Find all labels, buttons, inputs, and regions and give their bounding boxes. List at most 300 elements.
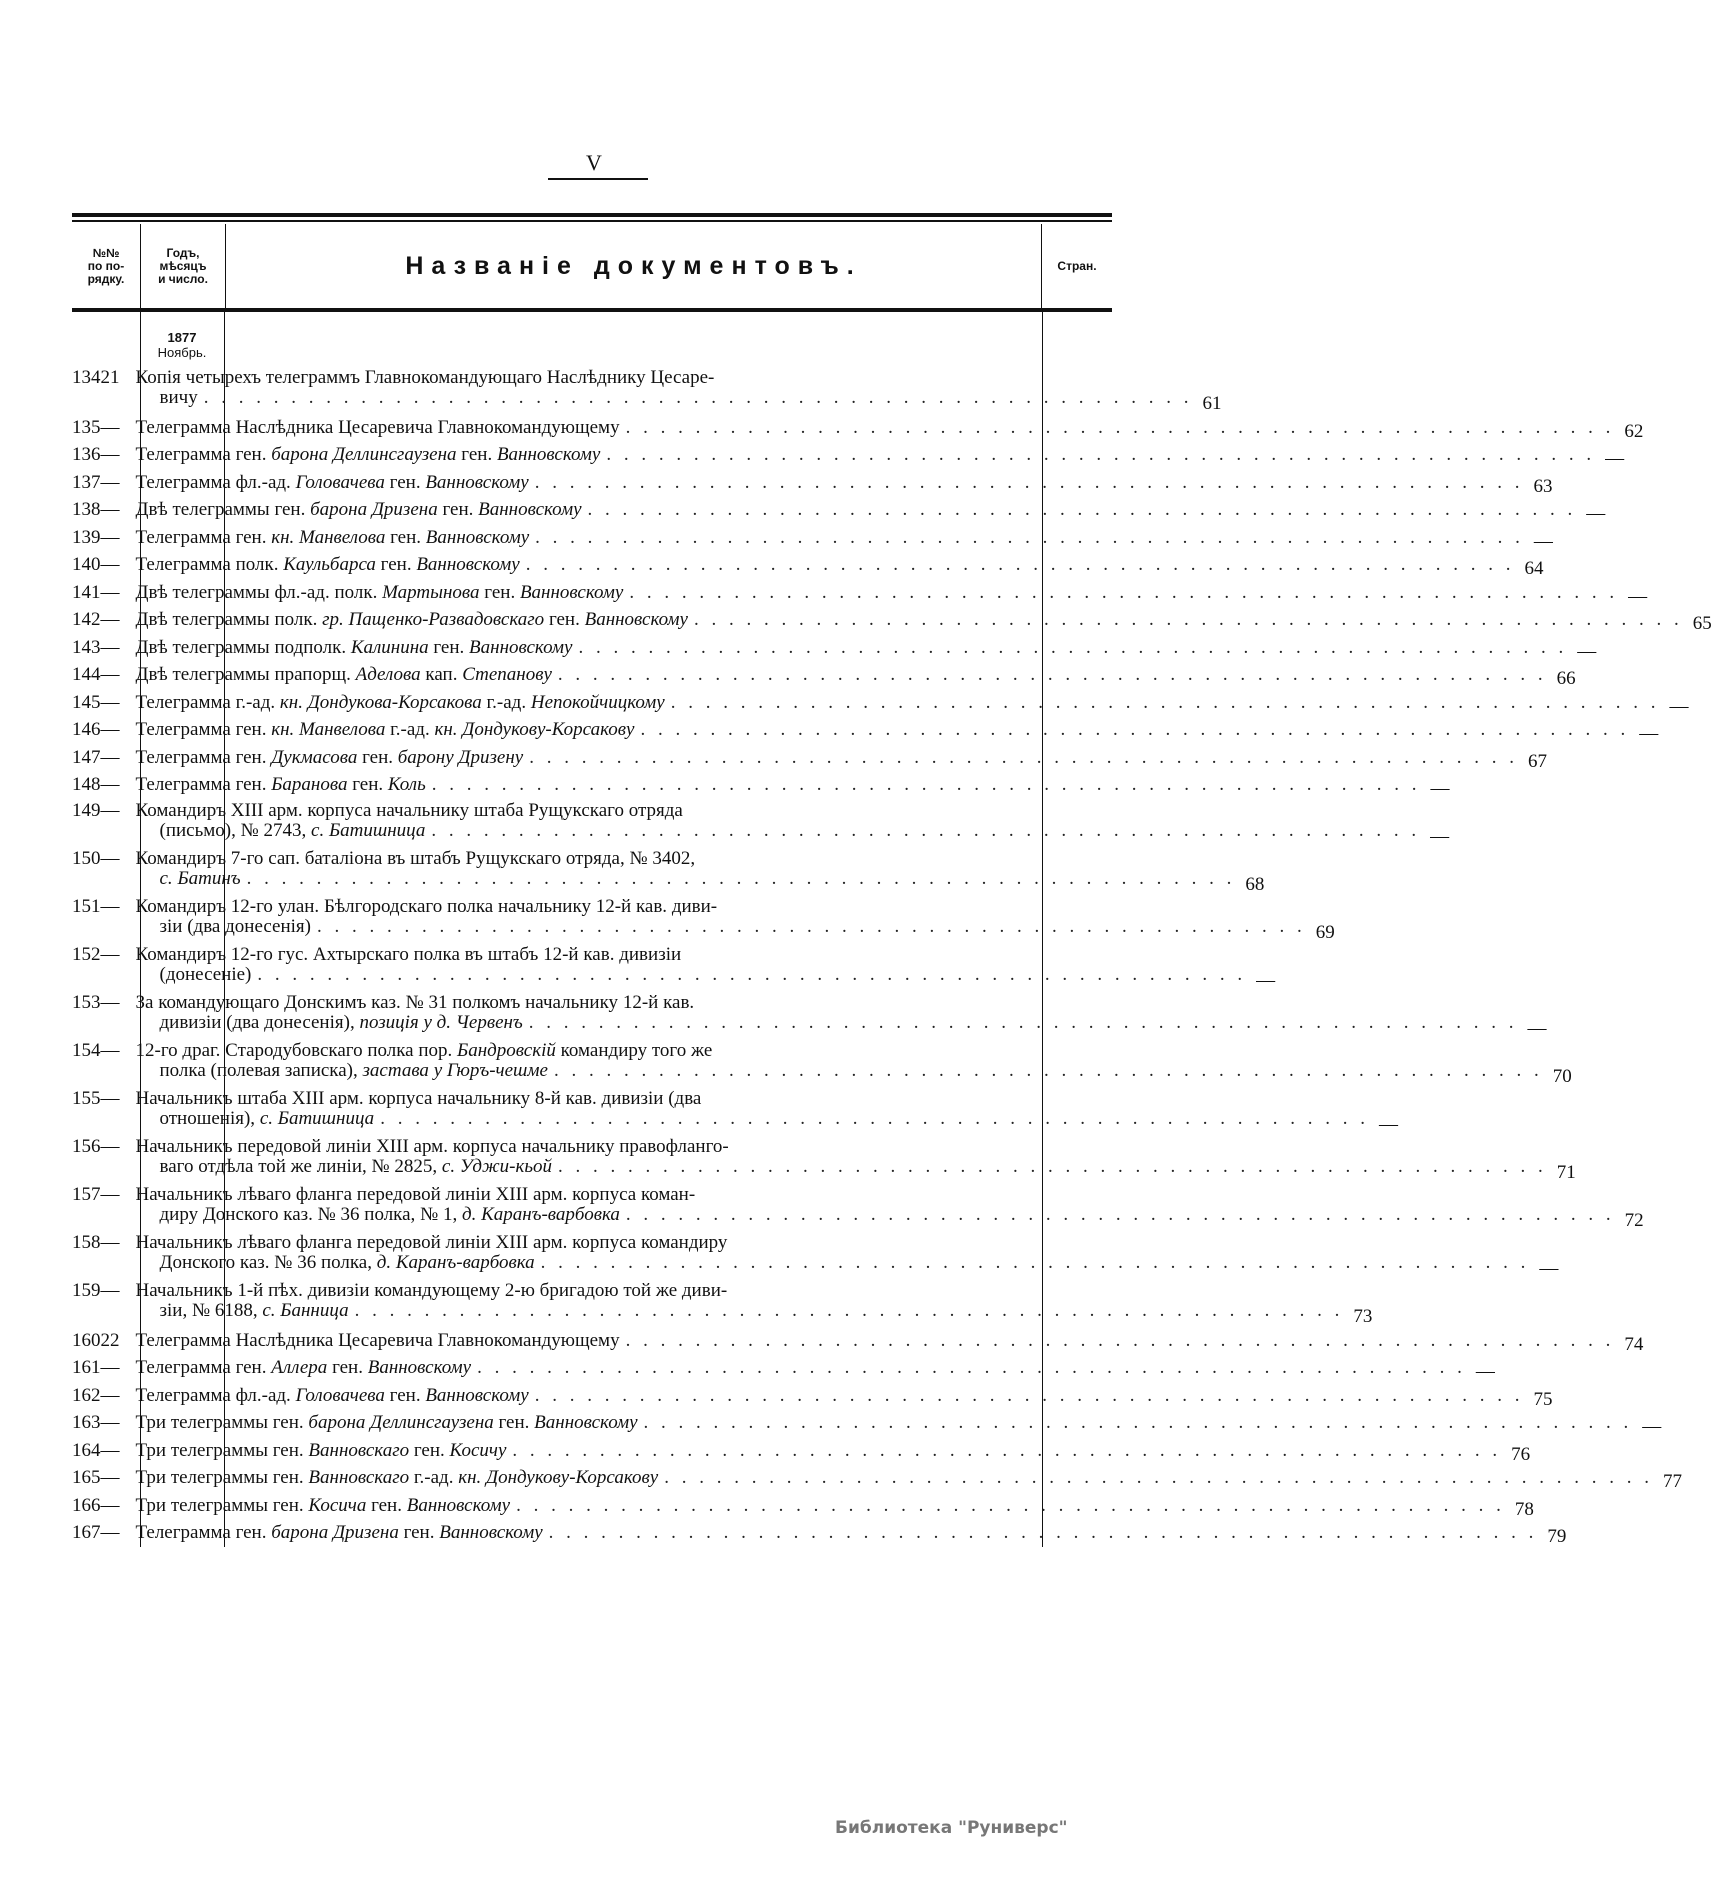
- page-reference: —: [1430, 826, 1450, 847]
- row-date: —: [100, 444, 120, 466]
- document-title: [120, 693, 1670, 713]
- title-line: [136, 821, 1421, 841]
- row-number: 157: [72, 1184, 101, 1205]
- title-line: [136, 555, 1515, 575]
- row-number: 163: [72, 1412, 101, 1434]
- table-row: [72, 1327, 1644, 1355]
- row-date: —: [100, 1494, 120, 1516]
- title-text: полка (полевая записка), застава у Гюръ-чешме: [159, 1060, 548, 1081]
- title-text: Телеграмма ген. Баранова ген. Коль: [135, 774, 426, 796]
- header-number-line: рядку.: [87, 271, 125, 286]
- document-title: [120, 473, 1534, 493]
- row-number: 144: [72, 664, 101, 686]
- header-date-line: Годъ,: [166, 245, 200, 260]
- row-number: 145: [72, 691, 101, 713]
- header-date-line: и число.: [158, 271, 208, 286]
- title-line: [136, 1253, 1530, 1273]
- title-text: Командиръ 12-го гус. Ахтырскаго полка въ штабъ 12-й кав. дивизіи: [135, 944, 682, 965]
- dot-leader: [620, 1331, 1615, 1351]
- dot-leader: [572, 638, 1567, 658]
- header-date: [140, 224, 226, 308]
- row-number: 164: [72, 1439, 101, 1461]
- page-reference: —: [1605, 448, 1625, 469]
- dot-leader: [374, 1109, 1369, 1129]
- row-date: —: [100, 1184, 120, 1205]
- row-date: —: [100, 609, 120, 631]
- title-text: Командиръ 7-го сап. баталіона въ штабъ Рущукскаго отряда, № 3402,: [135, 848, 696, 869]
- row-date: —: [100, 1522, 120, 1544]
- document-title: [120, 555, 1525, 575]
- table-row: [72, 744, 1547, 772]
- title-text: Три телеграммы ген. барона Деллинсгаузена ген. Ванновскому: [135, 1412, 638, 1434]
- header-page: Стран.: [1041, 224, 1112, 308]
- dot-leader: [688, 610, 1683, 630]
- document-title: [120, 610, 1693, 630]
- title-text: Двѣ телеграммы ген. барона Дризена ген. Ванновскому: [135, 499, 582, 521]
- page-reference: 75: [1533, 1388, 1553, 1410]
- row-date: —: [100, 1088, 120, 1109]
- title-line: [136, 1061, 1543, 1081]
- row-date: —: [100, 581, 120, 603]
- row-date: —: [100, 1280, 120, 1301]
- document-title: [120, 897, 1316, 943]
- row-number: 158: [72, 1232, 101, 1253]
- row-date: —: [100, 664, 120, 686]
- document-title: [120, 1137, 1557, 1183]
- table-row: [72, 847, 1265, 895]
- row-date: —: [100, 691, 120, 713]
- document-title: [120, 500, 1587, 520]
- dot-leader: [658, 1468, 1653, 1488]
- row-number: 154: [72, 1040, 101, 1061]
- row-date: —: [100, 746, 120, 768]
- table-row: [72, 991, 1547, 1039]
- row-number: 165: [72, 1467, 101, 1489]
- row-date: 22: [100, 1329, 120, 1351]
- table-row: [72, 1183, 1644, 1231]
- title-text: Начальникъ штаба XIII арм. корпуса начальнику 8-й кав. дивизіи (два: [135, 1088, 702, 1109]
- document-title: [120, 801, 1431, 847]
- title-line: [136, 1137, 1547, 1157]
- year-month-label: [72, 312, 1112, 366]
- title-line: [136, 993, 1518, 1013]
- dot-leader: [665, 693, 1660, 713]
- title-line: [136, 1386, 1524, 1406]
- title-text: дивизіи (два донесенія), позиція у д. Червенъ: [159, 1012, 523, 1033]
- title-text: ваго отдѣла той же линіи, № 2825, с. Уджи-кьой: [159, 1156, 553, 1177]
- title-line: [136, 1413, 1633, 1433]
- row-number: 141: [72, 581, 101, 603]
- title-line: [136, 418, 1615, 438]
- title-line: [136, 388, 1193, 408]
- row-date: —: [100, 992, 120, 1013]
- dot-leader: [241, 869, 1236, 889]
- title-line: [136, 1441, 1502, 1461]
- title-line: [136, 638, 1568, 658]
- row-number: 161: [72, 1357, 101, 1379]
- page-reference: —: [1639, 723, 1659, 744]
- table-top-rule-thin: [72, 220, 1112, 222]
- page-reference: —: [1378, 1114, 1398, 1135]
- dot-leader: [523, 748, 1518, 768]
- page-reference: —: [1642, 1416, 1662, 1437]
- title-line: [136, 1185, 1615, 1205]
- table-row: [72, 772, 1450, 800]
- title-line: [136, 945, 1247, 965]
- title-text: зіи (два донесенія): [159, 916, 311, 937]
- title-text: Телеграмма Наслѣдника Цесаревича Главнокомандующему: [135, 416, 620, 438]
- page-reference: —: [1533, 530, 1553, 552]
- document-title: [120, 1281, 1354, 1327]
- title-line: [136, 528, 1524, 548]
- table-row: [72, 497, 1606, 525]
- title-text: с. Батинъ: [159, 868, 241, 889]
- row-date: —: [100, 554, 120, 576]
- title-line: [136, 1233, 1530, 1253]
- title-text: Начальникъ лѣваго фланга передовой линіи XIII арм. корпуса коман-: [135, 1184, 696, 1205]
- title-line: [136, 965, 1247, 985]
- row-number: 150: [72, 848, 101, 869]
- title-line: [136, 849, 1236, 869]
- documents-table: [72, 224, 1712, 1547]
- title-text: вичу: [159, 387, 198, 408]
- title-text: Командиръ 12-го улан. Бѣлгородскаго полка начальнику 12-й кав. диви-: [135, 896, 718, 917]
- document-title: [120, 1358, 1476, 1378]
- title-text: зіи, № 6188, с. Банница: [159, 1300, 349, 1321]
- document-title: [120, 775, 1431, 795]
- page-reference: 77: [1662, 1471, 1682, 1492]
- title-line: [136, 1523, 1538, 1543]
- title-text: Телеграмма Наслѣдника Цесаревича Главнокомандующему: [135, 1329, 620, 1351]
- title-line: [136, 897, 1306, 917]
- document-title: [120, 1233, 1540, 1279]
- page-reference: 61: [1202, 393, 1222, 414]
- title-line: [136, 1041, 1543, 1061]
- header-number-line: №№: [92, 245, 120, 260]
- title-text: Телеграмма ген. Дукмасова ген. барону Дризену: [135, 746, 524, 768]
- title-text: отношенія), с. Батишница: [159, 1108, 375, 1129]
- title-line: [136, 869, 1236, 889]
- title-line: [136, 1358, 1466, 1378]
- row-number: 159: [72, 1280, 101, 1301]
- row-number: 138: [72, 499, 101, 521]
- title-text: Телеграмма фл.-ад. Головачева ген. Ванновскому: [135, 1384, 529, 1406]
- row-number: 147: [72, 746, 101, 768]
- row-date: —: [100, 774, 120, 796]
- row-number: 140: [72, 554, 101, 576]
- page-number: V: [586, 150, 602, 175]
- table-header: [72, 224, 1112, 308]
- page-reference: 79: [1547, 1526, 1567, 1547]
- dot-leader: [620, 1205, 1615, 1225]
- title-text: Двѣ телеграммы фл.-ад. полк. Мартынова ген. Ванновскому: [135, 581, 624, 603]
- row-date: —: [100, 499, 120, 521]
- title-text: Телеграмма ген. Аллера ген. Ванновскому: [135, 1357, 472, 1379]
- row-date: —: [100, 1040, 120, 1061]
- title-text: Двѣ телеграммы прапорщ. Аделова кап. Степанову: [135, 664, 552, 686]
- title-line: [136, 748, 1518, 768]
- page-reference: 69: [1315, 922, 1335, 943]
- page-reference: 65: [1692, 613, 1712, 634]
- title-text: Телеграмма полк. Каульбарса ген. Ванновскому: [135, 554, 520, 576]
- table-row: [72, 943, 1276, 991]
- title-line: [136, 1089, 1369, 1109]
- title-line: [136, 445, 1596, 465]
- dot-leader: [251, 965, 1246, 985]
- page-reference: 68: [1245, 874, 1265, 895]
- document-title: [120, 993, 1528, 1039]
- row-date: —: [100, 636, 120, 658]
- title-line: [136, 1109, 1369, 1129]
- table-row: [72, 366, 1222, 414]
- dot-leader: [600, 445, 1595, 465]
- table-row: [72, 1087, 1398, 1135]
- dot-leader: [198, 388, 1193, 408]
- title-text: Командиръ XIII арм. корпуса начальнику штаба Рущукскаго отряда: [135, 800, 683, 821]
- row-date: —: [100, 800, 120, 821]
- dot-leader: [471, 1358, 1466, 1378]
- title-text: Телеграмма ген. кн. Манвелова г.-ад. кн. Дондукову-Корсакову: [135, 719, 635, 741]
- title-line: [136, 1468, 1653, 1488]
- row-date: —: [100, 1232, 120, 1253]
- row-date: —: [100, 416, 120, 438]
- table-row: [72, 662, 1576, 690]
- table-row: [72, 414, 1644, 442]
- row-number: 156: [72, 1136, 101, 1157]
- page-reference: 73: [1353, 1306, 1373, 1327]
- dot-leader: [529, 528, 1524, 548]
- document-title: [120, 1089, 1379, 1135]
- title-text: 12-го драг. Стародубовскаго полка пор. Бандровскій командиру того же: [135, 1040, 713, 1061]
- page-reference: 70: [1552, 1066, 1572, 1087]
- row-number: 146: [72, 719, 101, 741]
- title-line: [136, 1205, 1615, 1225]
- dot-leader: [552, 1157, 1547, 1177]
- title-text: За командующаго Донскимъ каз. № 31 полкомъ начальнику 12-й кав.: [135, 992, 695, 1013]
- table-row: [72, 895, 1335, 943]
- title-text: Телеграмма г.-ад. кн. Дондукова-Корсакова г.-ад. Непокойчицкому: [135, 691, 665, 713]
- page-reference: —: [1628, 585, 1648, 607]
- header-number: [72, 247, 140, 286]
- dot-leader: [529, 473, 1524, 493]
- page-reference: —: [1430, 778, 1450, 799]
- dot-leader: [529, 1386, 1524, 1406]
- table-row: [72, 717, 1659, 745]
- title-line: [136, 801, 1421, 821]
- dot-leader: [520, 555, 1515, 575]
- document-title: [120, 1331, 1625, 1351]
- page-reference: —: [1577, 640, 1597, 662]
- title-text: Телеграмма фл.-ад. Головачева ген. Ванновскому: [135, 471, 529, 493]
- dot-leader: [620, 418, 1615, 438]
- page-reference: —: [1586, 503, 1606, 524]
- dot-leader: [548, 1061, 1543, 1081]
- dot-leader: [506, 1441, 1501, 1461]
- title-text: Начальникъ передовой линіи XIII арм. корпуса начальнику правофланго-: [135, 1136, 729, 1157]
- dot-leader: [582, 500, 1577, 520]
- dot-leader: [510, 1496, 1505, 1516]
- table-row: [72, 634, 1597, 662]
- document-title: [120, 528, 1534, 548]
- title-text: Начальникъ лѣваго фланга передовой линіи XIII арм. корпуса командиру: [135, 1232, 728, 1253]
- dot-leader: [634, 720, 1629, 740]
- page-reference: 76: [1511, 1443, 1531, 1465]
- title-line: [136, 473, 1524, 493]
- page-reference: 66: [1556, 668, 1576, 689]
- row-number: 135: [72, 416, 101, 438]
- page-reference: 74: [1624, 1333, 1644, 1355]
- table-row: [72, 1410, 1662, 1438]
- row-number: 153: [72, 992, 101, 1013]
- header-number-line: по по-: [87, 258, 125, 273]
- row-number: 151: [72, 896, 101, 917]
- document-title: [120, 945, 1257, 991]
- dot-leader: [623, 583, 1618, 603]
- row-date: —: [100, 526, 120, 548]
- title-text: Донского каз. № 36 полка, д. Каранъ-варбовка: [159, 1252, 535, 1273]
- year-label: 1877: [167, 330, 197, 345]
- title-text: Копія четырехъ телеграммъ Главнокомандующаго Наслѣднику Цесаре-: [135, 367, 715, 388]
- title-line: [136, 583, 1619, 603]
- dot-leader: [311, 917, 1306, 937]
- row-date: —: [100, 1412, 120, 1434]
- table-row: [72, 1135, 1576, 1183]
- document-title: [120, 1041, 1553, 1087]
- document-title: [120, 1496, 1515, 1516]
- document-title: [120, 368, 1203, 414]
- title-text: Двѣ телеграммы полк. гр. Пащенко-Развадовскаго ген. Ванновскому: [135, 609, 688, 631]
- row-number: 139: [72, 526, 101, 548]
- document-title: [120, 748, 1528, 768]
- page-reference: 67: [1527, 750, 1547, 772]
- row-number: 136: [72, 444, 101, 466]
- document-title: [120, 583, 1629, 603]
- document-title: [120, 849, 1246, 895]
- table-row: [72, 1492, 1534, 1520]
- page-reference: 63: [1533, 475, 1553, 497]
- dot-leader: [535, 1253, 1530, 1273]
- row-number: 162: [72, 1384, 101, 1406]
- table-row: [72, 1465, 1682, 1493]
- title-line: [136, 917, 1306, 937]
- table-row: [72, 442, 1625, 470]
- title-text: Телеграмма ген. барона Деллинсгаузена ген. Ванновскому: [135, 444, 601, 466]
- title-line: [136, 1281, 1344, 1301]
- page-number-rule: [548, 178, 648, 180]
- page-reference: 71: [1556, 1162, 1576, 1183]
- title-text: Начальникъ 1-й пѣх. дивизіи командующему 2-ю бригадою той же диви-: [135, 1280, 728, 1301]
- document-title: [120, 1468, 1663, 1488]
- row-number: 155: [72, 1088, 101, 1109]
- row-number: 152: [72, 944, 101, 965]
- title-text: Три телеграммы ген. Ванновскаго ген. Косичу: [135, 1439, 507, 1461]
- dot-leader: [349, 1301, 1344, 1321]
- page-reference: —: [1539, 1258, 1559, 1279]
- row-number: 134: [72, 367, 101, 388]
- page-reference: —: [1527, 1018, 1547, 1039]
- title-line: [136, 368, 1193, 388]
- month-label: Ноябрь.: [157, 345, 207, 360]
- page-reference: —: [1475, 1361, 1495, 1382]
- row-number: 160: [72, 1329, 101, 1351]
- title-line: [136, 720, 1630, 740]
- title-text: (донесеніе): [159, 964, 252, 985]
- row-number: 143: [72, 636, 101, 658]
- table-row: [72, 579, 1648, 607]
- title-line: [136, 1496, 1505, 1516]
- dot-leader: [543, 1523, 1538, 1543]
- page-reference: 64: [1524, 558, 1544, 579]
- row-date: —: [100, 471, 120, 493]
- row-number: 148: [72, 774, 101, 796]
- page-reference: 78: [1514, 1498, 1534, 1520]
- table-row: [72, 1355, 1495, 1383]
- dot-leader: [426, 775, 1421, 795]
- table-row: [72, 469, 1553, 497]
- table-row: [72, 552, 1544, 580]
- title-line: [136, 693, 1660, 713]
- document-title: [120, 638, 1578, 658]
- page-reference: —: [1256, 970, 1276, 991]
- table-row: [72, 689, 1689, 717]
- title-line: [136, 1013, 1518, 1033]
- title-line: [136, 1331, 1615, 1351]
- row-date: 21: [100, 367, 120, 388]
- table-row: [72, 1437, 1531, 1465]
- title-text: диру Донского каз. № 36 полка, № 1, д. Каранъ-варбовка: [159, 1204, 620, 1225]
- row-date: —: [100, 1384, 120, 1406]
- table-row: [72, 1279, 1373, 1327]
- title-text: (письмо), № 2743, с. Батишница: [159, 820, 426, 841]
- title-text: Три телеграммы ген. Косича ген. Ванновскому: [135, 1494, 511, 1516]
- document-title: [120, 1413, 1643, 1433]
- document-title: [120, 418, 1625, 438]
- title-line: [136, 500, 1577, 520]
- document-title: [120, 445, 1606, 465]
- row-date: —: [100, 719, 120, 741]
- row-number: 167: [72, 1522, 101, 1544]
- row-number: 137: [72, 471, 101, 493]
- table-row: [72, 524, 1553, 552]
- table-row: [72, 607, 1712, 635]
- header-title: Названіе документовъ.: [405, 251, 862, 280]
- table-row: [72, 1520, 1567, 1548]
- document-title: [120, 1523, 1548, 1543]
- row-date: —: [100, 944, 120, 965]
- table-row: [72, 1039, 1572, 1087]
- header-date-line: мѣсяцъ: [159, 258, 207, 273]
- title-text: Телеграмма ген. барона Дризена ген. Ванновскому: [135, 1522, 543, 1544]
- table-body: [72, 312, 1712, 1547]
- library-watermark: Библиотека "Руниверс": [835, 1818, 1068, 1838]
- title-line: [136, 1301, 1344, 1321]
- title-text: Телеграмма ген. кн. Манвелова ген. Ванновскому: [135, 526, 530, 548]
- row-date: —: [100, 848, 120, 869]
- document-title: [120, 1185, 1625, 1231]
- title-line: [136, 775, 1421, 795]
- document-title: [120, 665, 1557, 685]
- row-number: 142: [72, 609, 101, 631]
- title-line: [136, 1157, 1547, 1177]
- page-reference: 62: [1624, 420, 1644, 442]
- row-number: 149: [72, 800, 101, 821]
- dot-leader: [552, 665, 1547, 685]
- row-date: —: [100, 1136, 120, 1157]
- dot-leader: [638, 1413, 1633, 1433]
- title-line: [136, 610, 1683, 630]
- document-title: [120, 1441, 1512, 1461]
- title-text: Двѣ телеграммы подполк. Калинина ген. Ванновскому: [135, 636, 573, 658]
